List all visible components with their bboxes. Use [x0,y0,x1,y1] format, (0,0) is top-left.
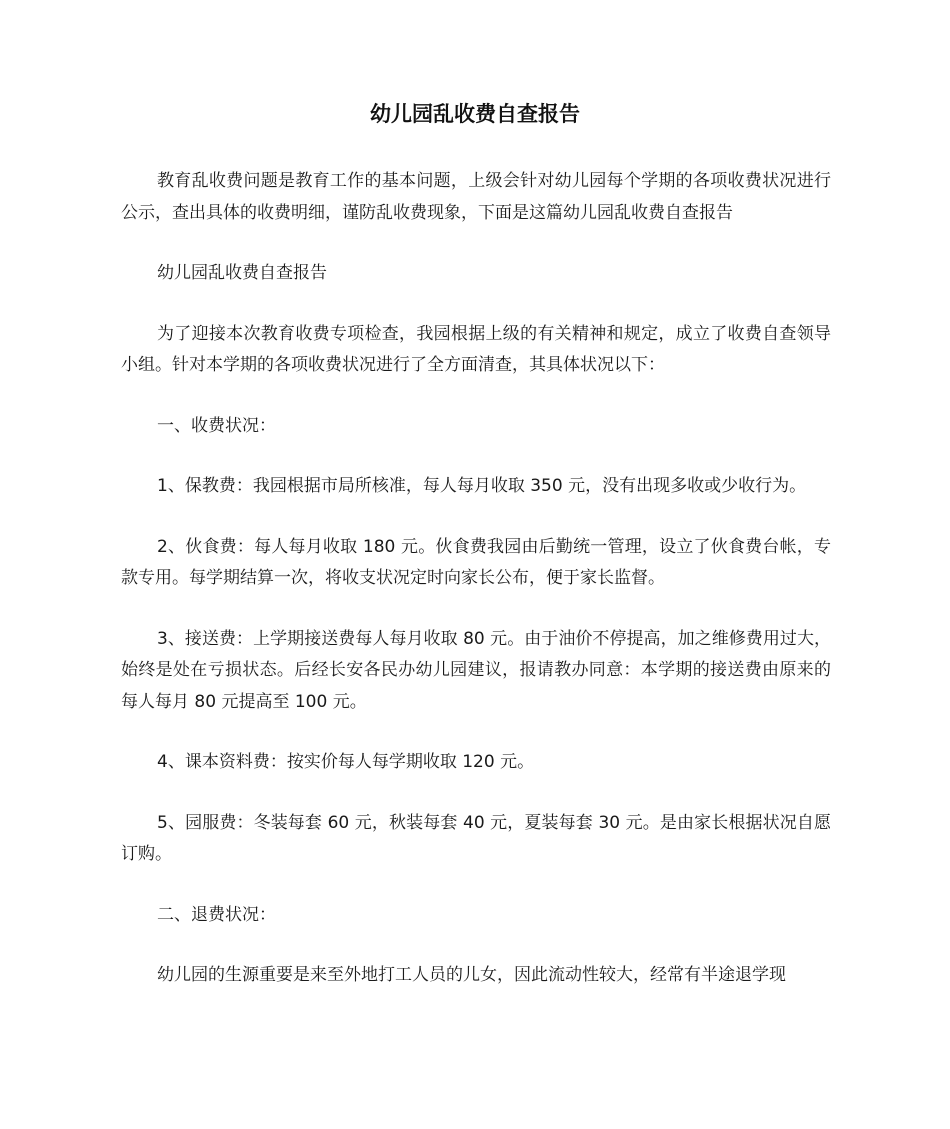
paragraph-refund-situation: 幼儿园的生源重要是来至外地打工人员的儿女，因此流动性较大，经常有半途退学现 [157,965,786,985]
paragraph-inspection: 为了迎接本次教育收费专项检查，我园根据上级的有关精神和规定，成立了收费自查领导小组。针对本学期的各项收费状况进行了全方面清查，其具体状况以下： [121,323,831,375]
document-body [121,166,831,1021]
paragraph-materials-fee: 4、课本资料费：按实价每人每学期收取 120 元。 [157,752,535,772]
paragraph-uniform-fee: 5、园服费：冬装每套 60 元，秋装每套 40 元，夏装每套 30 元。是由家长根据状况自愿订购。 [121,812,831,864]
paragraph-intro: 教育乱收费问题是教育工作的基本问题，上级会针对幼儿园每个学期的各项收费状况进行公示，查出具体的收费明细，谨防乱收费现象，下面是这篇幼儿园乱收费自查报告 [121,171,831,223]
section-heading-fees: 一、收费状况： [157,415,276,436]
paragraph-meal-fee: 2、伙食费：每人每月收取 180 元。伙食费我园由后勤统一管理，设立了伙食费台帐，专款专用。每学期结算一次，将收支状况定时向家长公布，便于家长监督。 [121,536,831,588]
paragraph-transport-fee: 3、接送费：上学期接送费每人每月收取 80 元。由于油价不停提高，加之维修费用过大，始终是处在亏损状态。后经长安各民办幼儿园建议，报请教办同意：本学期的接送费由原来的每人每月 80 元提高至 100 元。 [121,628,831,712]
document-title: 幼儿园乱收费自查报告 [370,102,580,126]
section-heading-refunds: 二、退费状况： [157,904,276,925]
paragraph-childcare-fee: 1、保教费：我园根据市局所核准，每人每月收取 350 元，没有出现多收或少收行为。 [157,476,807,496]
paragraph-subtitle: 幼儿园乱收费自查报告 [157,263,327,283]
